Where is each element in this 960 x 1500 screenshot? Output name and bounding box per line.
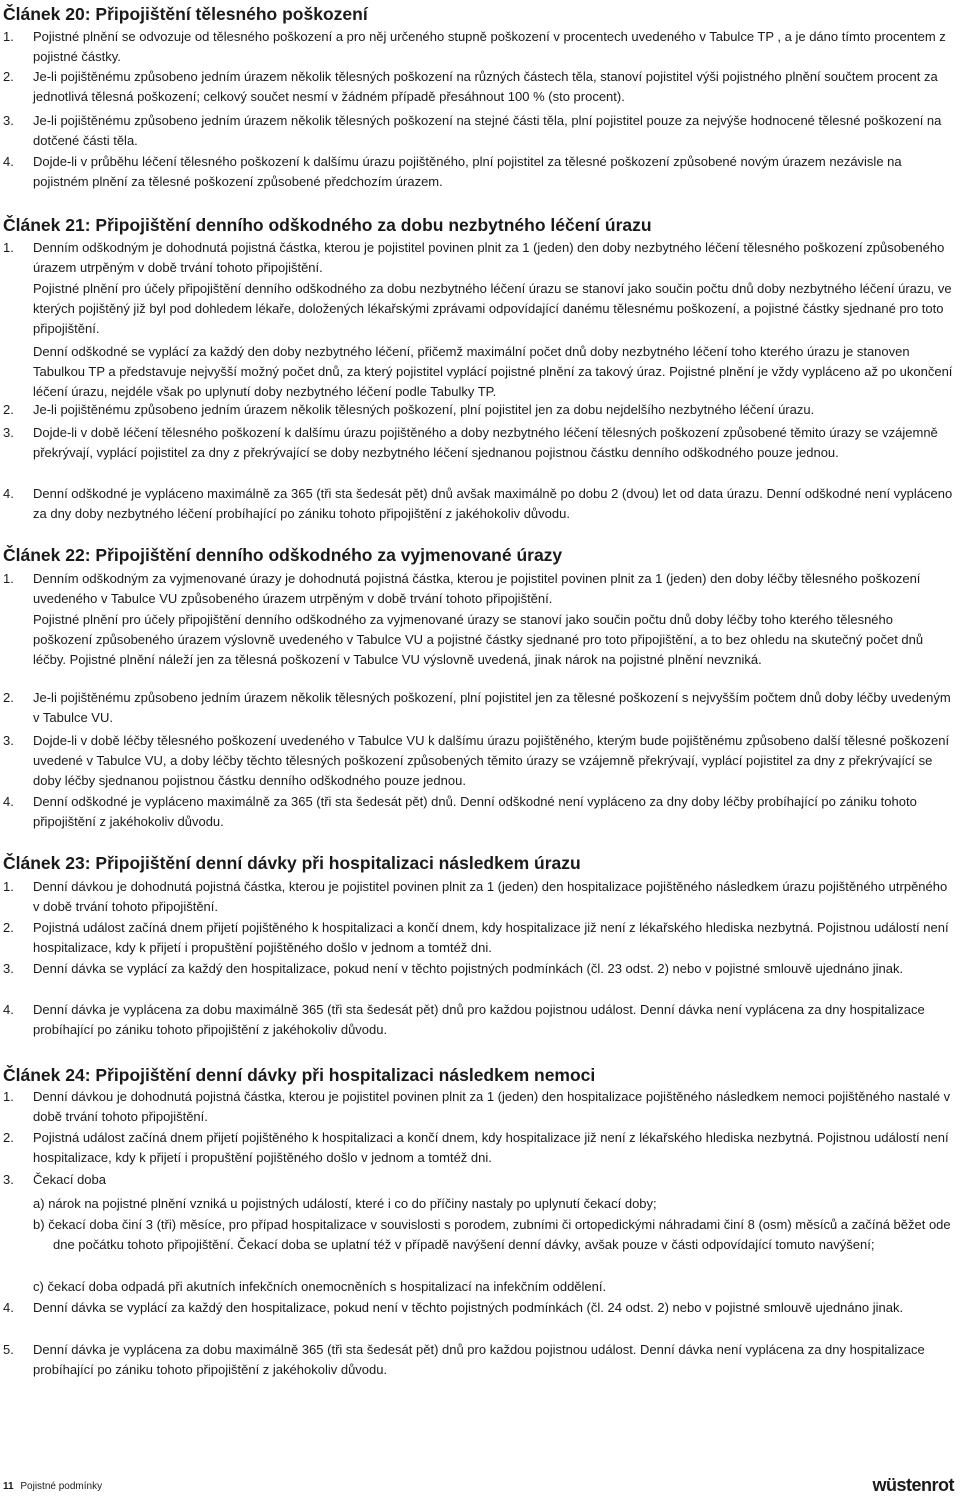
item-text: Denní dávka je vyplácena za dobu maximálně 365 (tři sta šedesát pět) dnů pro každou pojistnou událost. Denní dávka není vyplácena za dny hospitalizace probíhající po zániku tohoto připojištění z jakéhokoliv důvodu. [33, 1342, 925, 1377]
sub-item [33, 1215, 953, 1255]
item-number: 2. [3, 690, 14, 705]
article-item [3, 423, 955, 463]
item-text: Pojistná událost začíná dnem přijetí pojištěného k hospitalizaci a končí dnem, kdy hospitalizace již není z lékařského hlediska nezbytná. Pojistnou událostí není hospitalizace, kdy k přijetí i propuštění pojištěného došlo v jednom a tomtéž dni. [33, 1130, 949, 1165]
item-number: 2. [3, 1130, 14, 1145]
article-item [3, 1128, 955, 1168]
item-number: 3. [3, 1172, 14, 1187]
article-item [3, 1170, 955, 1190]
item-text: Denní dávka se vyplácí za každý den hospitalizace, pokud není v těchto pojistných podmínkách (čl. 24 odst. 2) nebo v pojistné smlouvě ujednáno jinak. [33, 1300, 904, 1315]
article-item [3, 1340, 955, 1380]
item-number: 4. [3, 1002, 14, 1017]
item-paragraph: Pojistné plnění pro účely připojištění denního odškodného za dobu nezbytného léčení úrazu se stanoví jako součin počtu dnů doby nezbytného léčení úrazu, ve kterých pojištěný již byl pod dohledem lékaře, doložených lékařskými zprávami odpovídající danému tělesnému poškození, a pojistné částky sjednané pro toto připojištění. [33, 281, 952, 336]
article-item [3, 959, 955, 979]
item-number: 3. [3, 961, 14, 976]
item-number: 1. [3, 571, 14, 586]
item-number: 1. [3, 879, 14, 894]
article-item [3, 877, 955, 917]
article-item [3, 918, 955, 958]
sub-item-text [33, 1215, 953, 1255]
article-item [3, 569, 955, 609]
item-number: 2. [3, 920, 14, 935]
item-paragraph: Denní odškodné se vyplácí za každý den doby nezbytného léčení, přičemž maximální počet dnů doby nezbytného léčení toho kterého úrazu je stanoven Tabulkou TP a představuje nejvyšší možný počet dnů, za který pojistitel vyplácí pojistné plnění za takový úraz. Pojistné plnění je vždy vypláceno až po ukončení léčení úrazu, nejdéle však po uplynutí doby nezbytného léčení podle Tabulky TP. [33, 344, 953, 399]
article-item [3, 1000, 955, 1040]
item-text: Dojde-li v průběhu léčení tělesného poškození k dalšímu úrazu pojištěného, plní pojistitel za tělesné poškození způsobené novým úrazem nezávisle na pojistném plnění za tělesné poškození způsobené předchozím úrazem. [33, 154, 902, 189]
item-number: 2. [3, 402, 14, 417]
item-text: Denním odškodným je dohodnutá pojistná částka, kterou je pojistitel povinen plnit za 1 (jeden) den doby nezbytného léčení tělesného poškození způsobeného úrazem utrpěným v době trvání tohoto připojištění. [33, 240, 945, 275]
item-number: 5. [3, 1342, 14, 1357]
item-text: Denní dávka je vyplácena za dobu maximálně 365 (tři sta šedesát pět) dnů pro každou pojistnou událost. Denní dávka není vyplácena za dny hospitalizace probíhající po zániku tohoto připojištění z jakéhokoliv důvodu. [33, 1002, 925, 1037]
item-number: 3. [3, 425, 14, 440]
sub-item-letter: a) [33, 1196, 45, 1211]
sub-item-body: čekací doba činí 3 (tři) měsíce, pro případ hospitalizace v souvislosti s porodem, zubními či ortopedickými náhradami činí 8 (osm) měsíců a začíná běžet ode dne počátku tohoto připojištění. Čekací doba se uplatní též v případě navýšení denní dávky, avšak pouze v části odpovídající tomuto navýšení; [48, 1217, 951, 1252]
article-item [3, 1298, 955, 1318]
sub-item [33, 1277, 953, 1297]
item-number: 4. [3, 154, 14, 169]
item-number: 3. [3, 113, 14, 128]
item-number: 2. [3, 69, 14, 84]
page-footer [3, 1475, 958, 1500]
sub-item [33, 1194, 953, 1214]
item-text: Je-li pojištěnému způsobeno jedním úrazem několik tělesných poškození, plní pojistitel jen za dobu nejdelšího nezbytného léčení úrazu. [33, 402, 815, 417]
sub-item-letter: c) [33, 1279, 44, 1294]
item-number: 1. [3, 1089, 14, 1104]
item-text: Pojistné plnění se odvozuje od tělesného poškození a pro něj určeného stupně poškození v procentech uvedeného v Tabulce TP , a je dáno tímto procentem z pojistné částky. [33, 29, 946, 64]
article-title: Článek 20: Připojištění tělesného poškození [3, 4, 368, 24]
article-title: Článek 21: Připojištění denního odškodného za dobu nezbytného léčení úrazu [3, 215, 652, 235]
brand-logo: wüstenrot [872, 1475, 954, 1495]
article-item [3, 67, 955, 107]
article-title: Článek 22: Připojištění denního odškodného za vyjmenované úrazy [3, 545, 563, 565]
article-item [3, 152, 955, 192]
article-item [3, 792, 955, 832]
item-text: Denní dávkou je dohodnutá pojistná částka, kterou je pojistitel povinen plnit za 1 (jeden) den hospitalizace pojištěného následkem nemoci pojištěného nastalé v době trvání tohoto připojištění. [33, 1089, 951, 1124]
article-item [3, 484, 955, 524]
item-text: Čekací doba [33, 1172, 106, 1187]
article-title: Článek 23: Připojištění denní dávky při hospitalizaci následkem úrazu [3, 853, 581, 873]
sub-item-body: nárok na pojistné plnění vzniká u pojistných událostí, které i co do příčiny nastaly po uplynutí čekací doby; [48, 1196, 657, 1211]
sub-item-text [33, 1277, 953, 1297]
item-number: 4. [3, 794, 14, 809]
item-number: 4. [3, 486, 14, 501]
sub-item-text [33, 1194, 953, 1214]
article-item [3, 400, 955, 420]
page-number: 11 [3, 1481, 14, 1492]
article-item [3, 111, 955, 151]
article-item [3, 238, 955, 278]
item-number: 1. [3, 29, 14, 44]
article-item [3, 1087, 955, 1127]
item-text: Je-li pojištěnému způsobeno jedním úrazem několik tělesných poškození, plní pojistitel jen za tělesné poškození s nejvyšším počtem dnů doby léčby uvedeným v Tabulce VU. [33, 690, 951, 725]
item-text: Dojde-li v době léčby tělesného poškození uvedeného v Tabulce VU k dalšímu úrazu pojištěného, kterým bude pojištěnému způsobeno další tělesné poškození uvedené v Tabulce VU, a doby léčby těchto tělesných poškození způsobených těmito úrazy se vzájemně překrývají, vyplácí pojistitel za dny z překrývající se doby léčby sjednanou pojistnou částku denního odškodného pouze jednou. [33, 733, 950, 788]
item-text: Denní dávkou je dohodnutá pojistná částka, kterou je pojistitel povinen plnit za 1 (jeden) den hospitalizace pojištěného následkem úrazu pojištěného utrpěného v době trvání tohoto připojištění. [33, 879, 948, 914]
item-number: 4. [3, 1300, 14, 1315]
article-item [3, 27, 955, 67]
sub-item-letter: b) [33, 1217, 45, 1232]
item-text: Denním odškodným za vyjmenované úrazy je dohodnutá pojistná částka, kterou je pojistitel povinen plnit za 1 (jeden) den doby léčby tělesného poškození uvedeného v Tabulce VU způsobeného úrazem utrpěným v době trvání tohoto připojištění. [33, 571, 921, 606]
item-text: Denní dávka se vyplácí za každý den hospitalizace, pokud není v těchto pojistných podmínkách (čl. 23 odst. 2) nebo v pojistné smlouvě ujednáno jinak. [33, 961, 904, 976]
item-text: Denní odškodné je vypláceno maximálně za 365 (tři sta šedesát pět) dnů avšak maximálně po dobu 2 (dvou) let od data úrazu. Denní odškodné není vypláceno za dny doby nezbytného léčení probíhající po zániku tohoto připojištění z jakéhokoliv důvodu. [33, 486, 953, 521]
article-title: Článek 24: Připojištění denní dávky při hospitalizaci následkem nemoci [3, 1065, 596, 1085]
item-text: Je-li pojištěnému způsobeno jedním úrazem několik tělesných poškození na stejné části těla, plní pojistitel pouze za nejvýše hodnocené tělesné poškození na dotčené části těla. [33, 113, 942, 148]
document-name: Pojistné podmínky [20, 1481, 103, 1492]
item-number: 3. [3, 733, 14, 748]
item-text: Je-li pojištěnému způsobeno jedním úrazem několik tělesných poškození na různých částech těla, stanoví pojistitel výši pojistného plnění součtem procent za jednotlivá tělesná poškození; celkový součet nesmí v žádném případě přesáhnout 100 % (sto procent). [33, 69, 938, 104]
item-paragraph: Pojistné plnění pro účely připojištění denního odškodného za vyjmenované úrazy se stanoví jako součin počtu dnů doby léčby toho kterého tělesného poškození způsobeného úrazem výslovně uvedeného v Tabulce VU a pojistné částky sjednané pro toto připojištění, a to bez ohledu na skutečný počet dnů léčby. Pojistné plnění náleží jen za tělesná poškození v Tabulce VU výslovně uvedená, jinak nárok na pojistné plnění nevzniká. [33, 612, 924, 667]
article-item [3, 731, 955, 791]
item-text: Denní odškodné je vypláceno maximálně za 365 (tři sta šedesát pět) dnů. Denní odškodné není vypláceno za dny doby léčby probíhající po zániku tohoto připojištění z jakéhokoliv důvodu. [33, 794, 917, 829]
sub-item-body: čekací doba odpadá při akutních infekčních onemocněních s hospitalizací na infekčním oddělení. [47, 1279, 607, 1294]
item-number: 1. [3, 240, 14, 255]
item-text: Dojde-li v době léčení tělesného poškození k dalšímu úrazu pojištěného a doby nezbytného léčení tělesných poškození způsobené těmito úrazy se vzájemně překrývají, vyplácí pojistitel za dny z překrývající se doby nezbytného léčení sjednanou pojistnou částku denního odškodného pouze jednou. [33, 425, 938, 460]
article-item [3, 688, 955, 728]
item-text: Pojistná událost začíná dnem přijetí pojištěného k hospitalizaci a končí dnem, kdy hospitalizace již není z lékařského hlediska nezbytná. Pojistnou událostí není hospitalizace, kdy k přijetí i propuštění pojištěného došlo v jednom a tomtéž dni. [33, 920, 949, 955]
